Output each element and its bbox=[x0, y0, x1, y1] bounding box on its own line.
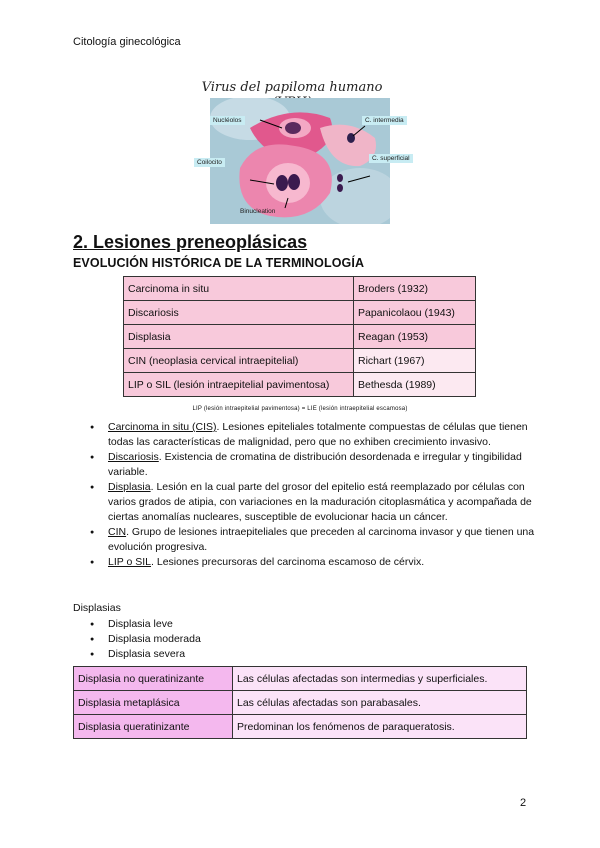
definition-text: . Existencia de cromatina de distribución desordenada e irregular y tingibilidad variable. bbox=[108, 451, 522, 478]
table-row bbox=[124, 301, 476, 325]
term-cell: Carcinoma in situ bbox=[124, 277, 354, 301]
table-row bbox=[124, 277, 476, 301]
author-cell: Bethesda (1989) bbox=[354, 373, 476, 397]
author-cell: Richart (1967) bbox=[354, 349, 476, 373]
type-cell: Displasia queratinizante bbox=[74, 715, 233, 739]
terminology-table bbox=[123, 276, 476, 397]
table-row bbox=[124, 325, 476, 349]
list-item bbox=[90, 480, 540, 525]
table-row bbox=[74, 715, 527, 739]
label-coilocito: Coilocito bbox=[194, 158, 225, 167]
list-item: ● Displasia severa bbox=[90, 647, 201, 662]
table-row bbox=[124, 373, 476, 397]
term-cell: Discariosis bbox=[124, 301, 354, 325]
definitions-list bbox=[90, 420, 540, 570]
type-cell: Displasia metaplásica bbox=[74, 691, 233, 715]
label-binucleation: Binucleation bbox=[240, 208, 276, 215]
label-superficial: C. superficial bbox=[369, 154, 413, 163]
figure-title: Virus del papiloma humano bbox=[201, 80, 383, 95]
term-cell: CIN (neoplasia cervical intraepitelial) bbox=[124, 349, 354, 373]
list-item: ● Displasia leve bbox=[90, 617, 201, 632]
definition-term: Discariosis bbox=[108, 451, 159, 463]
definition-text: . Lesiones epiteliales totalmente compuestas de células que tienen todas las características de malignidad, pero que no exhiben crecimiento invasivo. bbox=[108, 421, 528, 448]
label-intermedia: C. intermedia bbox=[362, 116, 407, 125]
desc-cell: Las células afectadas son parabasales. bbox=[233, 691, 527, 715]
label-nucleolos: Nucléolos bbox=[210, 116, 245, 125]
author-cell: Broders (1932) bbox=[354, 277, 476, 301]
table-caption: LIP (lesión intraepitelial pavimentosa) = LIE (lesión intraepitelial escamosa) bbox=[192, 406, 408, 412]
list-item bbox=[90, 525, 540, 555]
vph-figure bbox=[182, 80, 422, 226]
definition-term: CIN bbox=[108, 526, 127, 538]
definition-term: LIP o SIL bbox=[108, 556, 152, 568]
dysplasia-grades-list bbox=[90, 617, 201, 662]
desc-cell: Las células afectadas son intermedias y superficiales. bbox=[233, 667, 527, 691]
page-header: Citología ginecológica bbox=[73, 36, 181, 48]
dysplasia-types-table bbox=[73, 666, 527, 739]
definition-text: . Lesiones precursoras del carcinoma escamoso de cérvix. bbox=[151, 556, 425, 568]
dysplasias-title: Displasias bbox=[73, 602, 121, 614]
definition-text: . Grupo de lesiones intraepiteliales que preceden al carcinoma invasor y que tienen una evolución progresiva. bbox=[108, 526, 535, 553]
table-row bbox=[74, 667, 527, 691]
author-cell: Papanicolaou (1943) bbox=[354, 301, 476, 325]
section-subtitle: EVOLUCIÓN HISTÓRICA DE LA TERMINOLOGÍA bbox=[73, 256, 365, 270]
definition-term: Displasia bbox=[108, 481, 151, 493]
desc-cell: Predominan los fenómenos de paraqueratosis. bbox=[233, 715, 527, 739]
list-item bbox=[90, 450, 540, 480]
term-cell: Displasia bbox=[124, 325, 354, 349]
page-number: 2 bbox=[520, 797, 527, 809]
list-item: ● Displasia moderada bbox=[90, 632, 201, 647]
list-item bbox=[90, 420, 540, 450]
definition-term: Carcinoma in situ (CIS) bbox=[108, 421, 217, 433]
section-title: 2. Lesiones preneoplásicas bbox=[73, 232, 308, 252]
table-row bbox=[74, 691, 527, 715]
list-item bbox=[90, 555, 540, 570]
table-row bbox=[124, 349, 476, 373]
author-cell: Reagan (1953) bbox=[354, 325, 476, 349]
type-cell: Displasia no queratinizante bbox=[74, 667, 233, 691]
term-cell: LIP o SIL (lesión intraepitelial pavimentosa) bbox=[124, 373, 354, 397]
definition-text: . Lesión en la cual parte del grosor del epitelio está reemplazado por células con varios grados de atipia, con variaciones en la maduración citoplasmática y acompañada de ciertas anomalías nucleares, susceptible de evolucionar hacia un cáncer. bbox=[108, 481, 532, 523]
